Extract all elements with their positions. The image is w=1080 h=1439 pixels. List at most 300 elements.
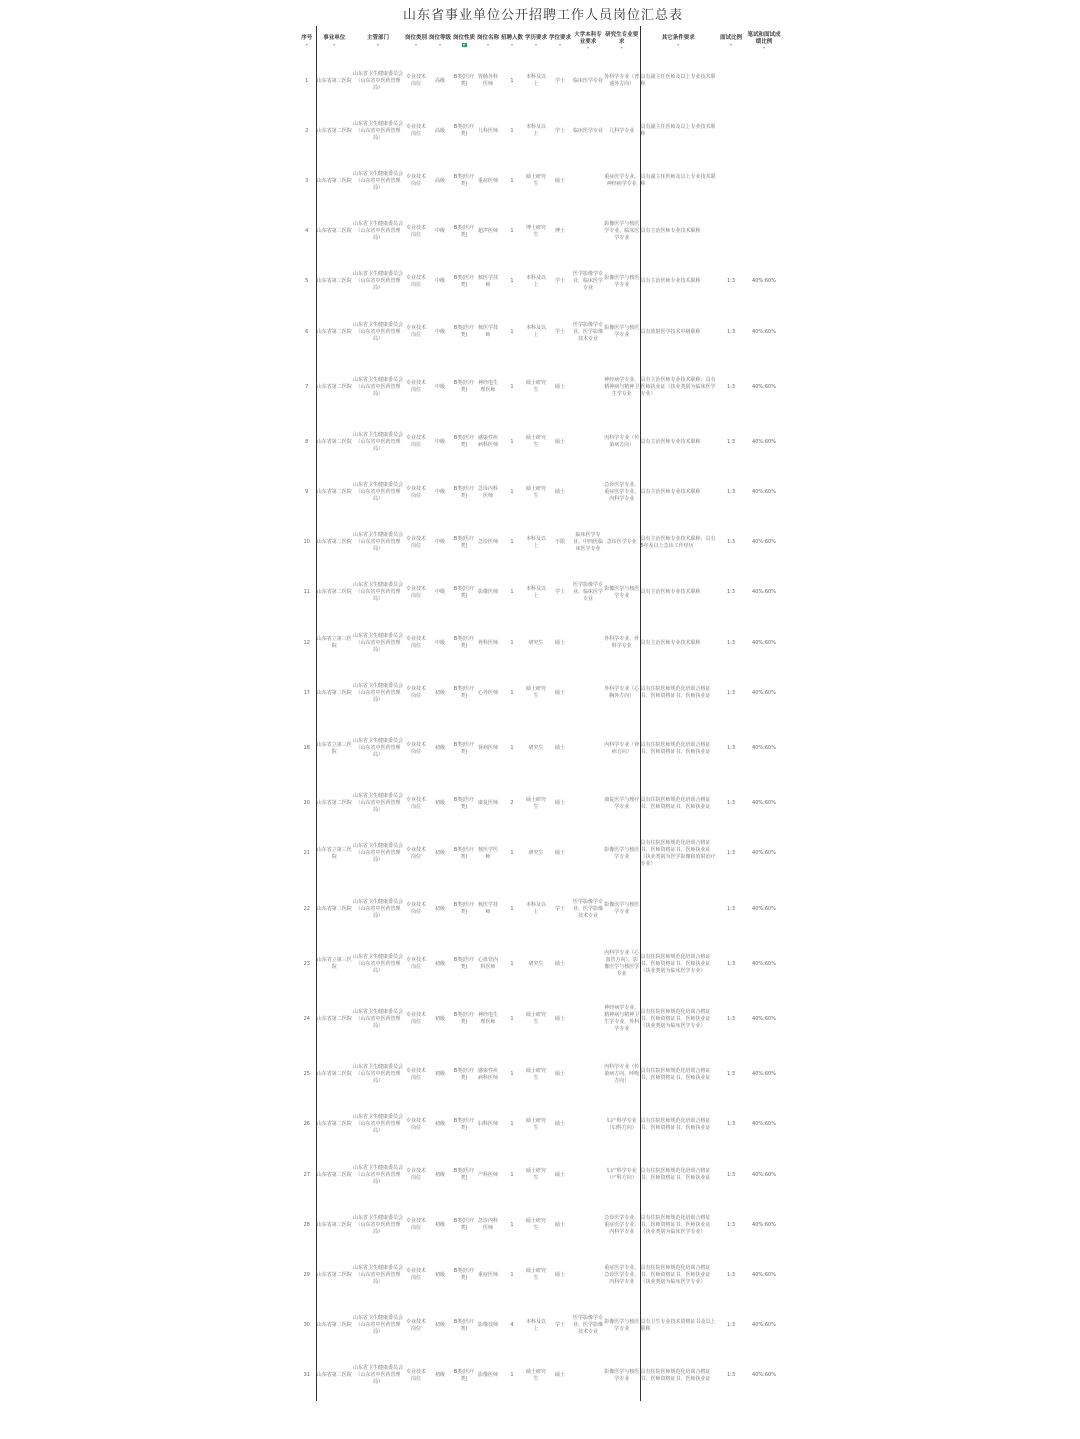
cell-nature[interactable]: B类(医疗类) [453,535,475,549]
cell-undergrad-major[interactable]: 医学影像学专业、医学影像技术专业 [572,321,603,342]
cell-post-name[interactable]: 儿科医师 [477,127,498,134]
cell-degree[interactable]: 硕士 [554,1071,565,1078]
cell-interview-ratio[interactable]: 1:3 [726,539,736,546]
cell-interview-ratio[interactable] [716,207,746,257]
cell-level[interactable]: 初级 [434,1121,445,1128]
cell-seq[interactable]: 5 [298,257,316,307]
cell-post-name[interactable]: 感染性疾病科医师 [477,1067,498,1081]
cell-grad-major[interactable]: 影像医学与核医学专业 [604,1351,640,1401]
cell-education[interactable]: 博士研究生 [525,224,546,238]
filter-dropdown-icon[interactable]: ▾ [762,45,765,50]
filter-dropdown-icon[interactable]: ▾ [462,41,465,47]
cell-unit[interactable]: 山东省第二医院 [316,539,352,546]
cell-grad-major[interactable]: 妇产科学专业（产科方向） [604,1150,640,1200]
cell-level[interactable]: 中级 [434,489,445,496]
cell-undergrad-major[interactable] [572,207,604,257]
cell-count[interactable]: 1 [510,960,514,967]
cell-dept[interactable]: 山东省卫生健康委员会（山东省中医药管理局） [352,953,403,974]
cell-level[interactable]: 高级 [434,127,445,134]
cell-category[interactable]: 专业技术岗位 [405,846,426,860]
cell-post-name[interactable]: 急诊医师 [477,539,498,546]
cell-undergrad-major[interactable] [572,468,604,518]
cell-degree[interactable]: 硕士 [554,1121,565,1128]
cell-seq[interactable]: 20 [298,779,316,829]
cell-post-name[interactable]: 神经电生理医师 [477,1012,498,1026]
cell-degree[interactable]: 硕士 [554,1015,565,1022]
cell-count[interactable]: 1 [510,1221,514,1228]
cell-education[interactable]: 本科及以上 [525,274,546,288]
cell-dept[interactable]: 山东省卫生健康委员会（山东省中医药管理局） [352,793,403,814]
cell-unit[interactable]: 山东省第二医院 [316,127,352,134]
cell-undergrad-major[interactable] [572,417,604,467]
cell-post-name[interactable]: 妇科医师 [477,1121,498,1128]
cell-unit[interactable]: 山东省第二医院 [316,905,352,912]
cell-education[interactable]: 研究生 [528,960,544,967]
cell-score-ratio[interactable] [746,56,782,106]
cell-other-requirements[interactable]: 具有副主任医师及以上专业技术职称 [640,74,716,88]
cell-degree[interactable]: 硕士 [554,745,565,752]
cell-education[interactable]: 本科及以上 [525,74,546,88]
cell-other-requirements[interactable]: 具有副主任医师及以上专业技术职称 [640,124,716,138]
cell-category[interactable]: 专业技术岗位 [405,274,426,288]
cell-undergrad-major[interactable] [572,829,604,879]
cell-education[interactable]: 本科及以上 [525,1318,546,1332]
col-header-score-ratio[interactable] [746,26,782,56]
cell-category[interactable]: 专业技术岗位 [405,1117,426,1131]
cell-score-ratio[interactable]: 40%:60% [752,1015,776,1022]
cell-score-ratio[interactable]: 40%:60% [752,278,776,285]
cell-category[interactable]: 专业技术岗位 [405,74,426,88]
filter-dropdown-icon[interactable]: ▾ [677,41,680,47]
cell-undergrad-major[interactable]: 临床医学专业、中西医临床医学专业 [572,532,603,553]
cell-degree[interactable]: 学士 [554,278,565,285]
cell-grad-major[interactable]: 影像医学与核医学专业 [604,257,640,307]
cell-degree[interactable]: 硕士 [554,689,565,696]
cell-post-name[interactable]: 急诊内科医师 [477,485,498,499]
cell-undergrad-major[interactable] [572,357,604,417]
cell-interview-ratio[interactable]: 1:3 [726,1071,736,1078]
cell-category[interactable]: 专业技术岗位 [405,796,426,810]
cell-count[interactable]: 1 [510,539,514,546]
cell-grad-major[interactable]: 妇产科学专业（妇科方向） [604,1100,640,1150]
cell-unit[interactable]: 山东省第二医院 [316,438,352,445]
cell-undergrad-major[interactable] [572,1100,604,1150]
cell-interview-ratio[interactable]: 1:3 [726,1372,736,1379]
cell-unit[interactable]: 山东省第二医院 [316,1015,352,1022]
cell-interview-ratio[interactable]: 1:3 [726,1271,736,1278]
cell-grad-major[interactable]: 内科学专业（心血管方向）、影像医学与核医学专业 [604,939,640,989]
col-header-degree[interactable] [548,26,572,56]
cell-score-ratio[interactable]: 40%:60% [752,850,776,857]
cell-other-requirements[interactable]: 具有住院医师规范化培训合格证书、医师资格证书、医师执业证 [640,1117,711,1131]
cell-degree[interactable]: 硕士 [554,639,565,646]
cell-category[interactable]: 专业技术岗位 [405,1012,426,1026]
cell-interview-ratio[interactable]: 1:3 [726,489,736,496]
cell-unit[interactable]: 山东省第二医院 [316,1171,352,1178]
cell-interview-ratio[interactable]: 1:3 [726,438,736,445]
cell-interview-ratio[interactable] [716,56,746,106]
cell-degree[interactable]: 学士 [554,328,565,335]
cell-nature[interactable]: B类(医疗类) [453,585,475,599]
cell-score-ratio[interactable]: 40%:60% [752,489,776,496]
cell-other-requirements[interactable]: 具有主治医师专业技术职称 [640,438,701,445]
cell-count[interactable]: 1 [510,850,514,857]
cell-grad-major[interactable]: 儿科学专业 [604,106,640,156]
cell-unit[interactable]: 山东省第二医院 [316,689,352,696]
cell-dept[interactable]: 山东省卫生健康委员会（山东省中医药管理局） [352,1008,403,1029]
cell-interview-ratio[interactable]: 1:3 [726,1322,736,1329]
cell-undergrad-major[interactable] [572,156,604,206]
cell-unit[interactable]: 山东省第二医院 [316,77,352,84]
cell-degree[interactable]: 学士 [554,1322,565,1329]
cell-interview-ratio[interactable]: 1:3 [726,328,736,335]
cell-post-name[interactable]: 影像医师 [477,589,498,596]
cell-nature[interactable]: B类(医疗类) [453,1067,475,1081]
cell-undergrad-major[interactable] [572,1150,604,1200]
cell-nature[interactable]: B类(医疗类) [453,124,475,138]
cell-category[interactable]: 专业技术岗位 [405,1218,426,1232]
cell-category[interactable]: 专业技术岗位 [405,585,426,599]
cell-interview-ratio[interactable]: 1:3 [726,383,736,390]
cell-other-requirements[interactable]: 具有住院医师规范化培训合格证书、医师资格证书、医师执业证（执业类别为临床医学专业） [640,1264,711,1285]
cell-other-requirements[interactable]: 具有住院医师规范化培训合格证书、医师资格证书、医师执业证 [640,1368,711,1382]
cell-score-ratio[interactable] [746,207,782,257]
cell-count[interactable]: 1 [510,177,514,184]
cell-other-requirements[interactable]: 具有住院医师规范化培训合格证书、医师资格证书、医师执业证 [640,796,711,810]
col-header-interview-ratio[interactable] [716,26,746,56]
cell-dept[interactable]: 山东省卫生健康委员会（山东省中医药管理局） [352,632,403,653]
cell-interview-ratio[interactable]: 1:3 [726,905,736,912]
cell-seq[interactable]: 28 [298,1200,316,1250]
cell-count[interactable]: 1 [510,489,514,496]
col-header-category[interactable] [404,26,428,56]
cell-seq[interactable]: 30 [298,1301,316,1351]
cell-dept[interactable]: 山东省卫生健康委员会（山东省中医药管理局） [352,482,403,503]
cell-post-name[interactable]: 肾病医师 [477,745,498,752]
cell-category[interactable]: 专业技术岗位 [405,902,426,916]
cell-education[interactable]: 硕士研究生 [525,796,546,810]
cell-nature[interactable]: B类(医疗类) [453,1318,475,1332]
cell-level[interactable]: 初级 [434,1015,445,1022]
cell-category[interactable]: 专业技术岗位 [405,124,426,138]
filter-dropdown-icon[interactable]: ▾ [558,41,561,47]
cell-nature[interactable]: B类(医疗类) [453,435,475,449]
cell-education[interactable]: 研究生 [528,850,544,857]
cell-grad-major[interactable]: 急诊医学专业、重症医学专业、内科学专业 [604,468,640,518]
cell-degree[interactable]: 硕士 [554,850,565,857]
cell-grad-major[interactable]: 内科学专业（传染病方向） [604,417,640,467]
cell-degree[interactable]: 硕士 [554,177,565,184]
cell-dept[interactable]: 山东省卫生健康委员会（山东省中医药管理局） [352,1264,403,1285]
cell-unit[interactable]: 山东省第二医院 [316,177,352,184]
cell-other-requirements[interactable]: 具有放射医学技术中级职称 [640,328,701,335]
cell-score-ratio[interactable]: 40%:60% [752,800,776,807]
cell-level[interactable]: 高级 [434,177,445,184]
cell-score-ratio[interactable]: 40%:60% [752,1322,776,1329]
cell-post-name[interactable]: 核医学技师 [477,325,498,339]
cell-category[interactable]: 专业技术岗位 [405,957,426,971]
col-header-nature[interactable] [452,26,476,56]
cell-dept[interactable]: 山东省卫生健康委员会（山东省中医药管理局） [352,170,403,191]
cell-seq[interactable]: 1 [298,56,316,106]
cell-count[interactable]: 1 [510,745,514,752]
cell-undergrad-major[interactable]: 临床医学专业 [572,77,603,84]
cell-seq[interactable]: 10 [298,518,316,568]
cell-count[interactable]: 1 [510,1015,514,1022]
filter-dropdown-icon[interactable]: ▾ [620,45,623,50]
cell-category[interactable]: 专业技术岗位 [405,485,426,499]
cell-dept[interactable]: 山东省卫生健康委员会（山东省中医药管理局） [352,376,403,397]
cell-interview-ratio[interactable]: 1:3 [726,1221,736,1228]
cell-unit[interactable]: 山东省立第三医院 [316,846,352,860]
cell-degree[interactable]: 硕士 [554,1271,565,1278]
cell-education[interactable]: 硕士研究生 [525,485,546,499]
cell-unit[interactable]: 山东省第二医院 [316,1322,352,1329]
cell-category[interactable]: 专业技术岗位 [405,325,426,339]
cell-other-requirements[interactable]: 具有主治医师专业技术职称 [640,228,701,235]
cell-post-name[interactable]: 心外医师 [477,689,498,696]
cell-dept[interactable]: 山东省卫生健康委员会（山东省中医药管理局） [352,1365,403,1386]
cell-unit[interactable]: 山东省第二医院 [316,489,352,496]
cell-score-ratio[interactable]: 40%:60% [752,960,776,967]
cell-level[interactable]: 初级 [434,1071,445,1078]
cell-dept[interactable]: 山东省卫生健康委员会（山东省中医药管理局） [352,843,403,864]
cell-other-requirements[interactable]: 具有住院医师规范化培训合格证书、医师资格证书、医师执业证（执业类别为临床医学专业） [640,953,711,974]
cell-other-requirements[interactable]: 具有主治医师专业技术职称 [640,639,701,646]
cell-level[interactable]: 中级 [434,589,445,596]
cell-education[interactable]: 硕士研究生 [525,1168,546,1182]
cell-grad-major[interactable]: 外科学专业（普通外方向） [604,56,640,106]
cell-education[interactable]: 硕士研究生 [525,380,546,394]
cell-score-ratio[interactable]: 40%:60% [752,589,776,596]
cell-post-name[interactable]: 影像医师 [477,1372,498,1379]
cell-level[interactable]: 中级 [434,539,445,546]
cell-nature[interactable]: B类(医疗类) [453,274,475,288]
cell-undergrad-major[interactable] [572,779,604,829]
cell-undergrad-major[interactable] [572,668,604,718]
cell-dept[interactable]: 山东省卫生健康委员会（山东省中医药管理局） [352,898,403,919]
cell-undergrad-major[interactable]: 临床医学专业 [572,127,603,134]
cell-nature[interactable]: B类(医疗类) [453,686,475,700]
cell-nature[interactable]: B类(医疗类) [453,1117,475,1131]
cell-education[interactable]: 硕士研究生 [525,1368,546,1382]
cell-count[interactable]: 1 [510,228,514,235]
cell-dept[interactable]: 山东省卫生健康委员会（山东省中医药管理局） [352,321,403,342]
cell-score-ratio[interactable]: 40%:60% [752,639,776,646]
cell-other-requirements[interactable]: 具有主治医师专业技术职称 [640,278,701,285]
filter-dropdown-icon[interactable]: ▾ [438,41,441,47]
cell-category[interactable]: 专业技术岗位 [405,535,426,549]
cell-nature[interactable]: B类(医疗类) [453,957,475,971]
cell-undergrad-major[interactable]: 医学影像学专业、临床医学专业 [572,582,603,603]
cell-category[interactable]: 专业技术岗位 [405,636,426,650]
cell-degree[interactable]: 学士 [554,905,565,912]
col-header-grad-major[interactable] [604,26,640,56]
cell-category[interactable]: 专业技术岗位 [405,1067,426,1081]
cell-degree[interactable]: 硕士 [554,800,565,807]
cell-count[interactable]: 1 [510,383,514,390]
col-header-undergrad-major[interactable] [572,26,604,56]
cell-undergrad-major[interactable] [572,618,604,668]
cell-count[interactable]: 1 [510,1372,514,1379]
cell-grad-major[interactable]: 神经病学专业、精神病与精神卫生学专业、外科学专业 [604,989,640,1049]
cell-nature[interactable]: B类(医疗类) [453,1268,475,1282]
cell-score-ratio[interactable]: 40%:60% [752,1372,776,1379]
cell-degree[interactable]: 学士 [554,589,565,596]
cell-unit[interactable]: 山东省第二医院 [316,1221,352,1228]
cell-seq[interactable]: 3 [298,156,316,206]
cell-undergrad-major[interactable] [572,1351,604,1401]
cell-category[interactable]: 专业技术岗位 [405,380,426,394]
cell-dept[interactable]: 山东省卫生健康委员会（山东省中医药管理局） [352,1315,403,1336]
cell-count[interactable]: 1 [510,278,514,285]
cell-nature[interactable]: B类(医疗类) [453,1368,475,1382]
col-header-unit[interactable] [316,26,352,56]
filter-dropdown-icon[interactable]: ▾ [510,41,513,47]
cell-level[interactable]: 初级 [434,1271,445,1278]
cell-level[interactable]: 中级 [434,278,445,285]
cell-seq[interactable]: 22 [298,879,316,939]
cell-seq[interactable]: 29 [298,1250,316,1300]
col-header-count[interactable] [500,26,524,56]
cell-nature[interactable]: B类(医疗类) [453,796,475,810]
cell-level[interactable]: 中级 [434,438,445,445]
cell-unit[interactable]: 山东省第二医院 [316,1071,352,1078]
cell-other-requirements[interactable]: 具有主治医师专业技术职称；具有5年及以上急诊工作经历 [640,535,716,549]
cell-level[interactable]: 初级 [434,1171,445,1178]
cell-post-name[interactable]: 心血管内科医师 [477,957,498,971]
cell-seq[interactable]: 18 [298,718,316,778]
cell-count[interactable]: 1 [510,328,514,335]
cell-interview-ratio[interactable]: 1:3 [726,639,736,646]
cell-level[interactable]: 中级 [434,228,445,235]
cell-count[interactable]: 2 [510,800,514,807]
cell-count[interactable]: 1 [510,1171,514,1178]
cell-category[interactable]: 专业技术岗位 [405,686,426,700]
cell-unit[interactable]: 山东省立第三医院 [316,741,352,755]
cell-nature[interactable]: B类(医疗类) [453,636,475,650]
cell-count[interactable]: 1 [510,905,514,912]
cell-count[interactable]: 1 [510,589,514,596]
col-header-dept[interactable] [352,26,404,56]
cell-dept[interactable]: 山东省卫生健康委员会（山东省中医药管理局） [352,682,403,703]
cell-score-ratio[interactable]: 40%:60% [752,438,776,445]
cell-nature[interactable]: B类(医疗类) [453,174,475,188]
cell-score-ratio[interactable]: 40%:60% [752,328,776,335]
cell-count[interactable]: 1 [510,639,514,646]
cell-undergrad-major[interactable] [572,1200,604,1250]
cell-grad-major[interactable]: 重症医学专业、急诊医学专业、内科学专业 [604,1250,640,1300]
cell-grad-major[interactable]: 影像医学与核医学专业 [604,879,640,939]
col-header-post-name[interactable] [476,26,500,56]
cell-seq[interactable]: 17 [298,668,316,718]
cell-dept[interactable]: 山东省卫生健康委员会（山东省中医药管理局） [352,1114,403,1135]
cell-category[interactable]: 专业技术岗位 [405,1168,426,1182]
cell-degree[interactable]: 硕士 [554,438,565,445]
cell-interview-ratio[interactable]: 1:3 [726,745,736,752]
cell-education[interactable]: 本科及以上 [525,585,546,599]
cell-nature[interactable]: B类(医疗类) [453,846,475,860]
cell-interview-ratio[interactable]: 1:3 [726,1015,736,1022]
cell-seq[interactable]: 7 [298,357,316,417]
cell-count[interactable]: 1 [510,1071,514,1078]
cell-other-requirements[interactable]: 具有主治医师专业技术职称 [640,489,701,496]
cell-category[interactable]: 专业技术岗位 [405,435,426,449]
cell-undergrad-major[interactable]: 医学影像学专业、医学影像技术专业 [572,1315,603,1336]
cell-unit[interactable]: 山东省第二医院 [316,800,352,807]
cell-degree[interactable]: 硕士 [554,489,565,496]
cell-other-requirements[interactable]: 具有主治医师专业技术职称 [640,589,701,596]
cell-post-name[interactable]: 超声医师 [477,228,498,235]
cell-interview-ratio[interactable]: 1:3 [726,850,736,857]
cell-score-ratio[interactable]: 40%:60% [752,383,776,390]
cell-count[interactable]: 1 [510,1121,514,1128]
cell-interview-ratio[interactable] [716,106,746,156]
cell-degree[interactable]: 硕士 [554,1171,565,1178]
cell-grad-major[interactable]: 重症医学专业、神经病学专业 [604,156,640,206]
cell-interview-ratio[interactable]: 1:3 [726,589,736,596]
cell-seq[interactable]: 27 [298,1150,316,1200]
cell-count[interactable]: 1 [510,77,514,84]
cell-grad-major[interactable]: 内科学专业（传染病方向、呼吸方向） [604,1050,640,1100]
cell-score-ratio[interactable]: 40%:60% [752,1171,776,1178]
cell-other-requirements[interactable]: 具有住院医师规范化培训合格证书、医师资格证书、医师执业证 [640,741,711,755]
cell-unit[interactable]: 山东省立第三医院 [316,957,352,971]
cell-post-name[interactable]: 核医学技师 [477,902,498,916]
cell-education[interactable]: 本科及以上 [525,325,546,339]
cell-grad-major[interactable]: 影像医学与核医学专业、临床医学专业 [604,207,640,257]
cell-post-name[interactable]: 神经电生理医师 [477,380,498,394]
cell-category[interactable]: 专业技术岗位 [405,224,426,238]
cell-interview-ratio[interactable]: 1:3 [726,1121,736,1128]
cell-education[interactable]: 研究生 [528,639,544,646]
cell-degree[interactable]: 硕士 [554,1221,565,1228]
cell-unit[interactable]: 山东省第二医院 [316,328,352,335]
col-header-education[interactable] [524,26,548,56]
cell-level[interactable]: 中级 [434,639,445,646]
cell-nature[interactable]: B类(医疗类) [453,74,475,88]
cell-nature[interactable]: B类(医疗类) [453,1168,475,1182]
cell-nature[interactable]: B类(医疗类) [453,1012,475,1026]
cell-interview-ratio[interactable]: 1:3 [726,1171,736,1178]
cell-seq[interactable]: 9 [298,468,316,518]
cell-degree[interactable]: 硕士 [554,1372,565,1379]
cell-nature[interactable]: B类(医疗类) [453,380,475,394]
cell-other-requirements[interactable]: 具有住院医师规范化培训合格证书、医师资格证书、医师执业证（执业类别为医学影像和放射治疗专业） [640,839,716,867]
cell-dept[interactable]: 山东省卫生健康委员会（山东省中医药管理局） [352,70,403,91]
cell-category[interactable]: 专业技术岗位 [405,1318,426,1332]
cell-level[interactable]: 中级 [434,328,445,335]
cell-level[interactable]: 中级 [434,383,445,390]
cell-dept[interactable]: 山东省卫生健康委员会（山东省中医药管理局） [352,221,403,242]
cell-interview-ratio[interactable]: 1:3 [726,960,736,967]
cell-unit[interactable]: 山东省第二医院 [316,589,352,596]
cell-grad-major[interactable]: 神经病学专业、精神病与精神卫生学专业 [604,357,640,417]
cell-dept[interactable]: 山东省卫生健康委员会（山东省中医药管理局） [352,1214,403,1235]
cell-other-requirements[interactable]: 具有住院医师规范化培训合格证书、医师资格证书、医师执业证 [640,1168,711,1182]
cell-grad-major[interactable]: 内科学专业（肾病方向） [604,718,640,778]
cell-degree[interactable]: 学士 [554,77,565,84]
cell-category[interactable]: 专业技术岗位 [405,1368,426,1382]
cell-dept[interactable]: 山东省卫生健康委员会（山东省中医药管理局） [352,120,403,141]
cell-education[interactable]: 本科及以上 [525,902,546,916]
cell-level[interactable]: 初级 [434,745,445,752]
cell-education[interactable]: 硕士研究生 [525,686,546,700]
filter-dropdown-icon[interactable]: ▾ [534,41,537,47]
cell-score-ratio[interactable]: 40%:60% [752,745,776,752]
cell-education[interactable]: 本科及以上 [525,124,546,138]
cell-other-requirements[interactable] [640,879,716,939]
